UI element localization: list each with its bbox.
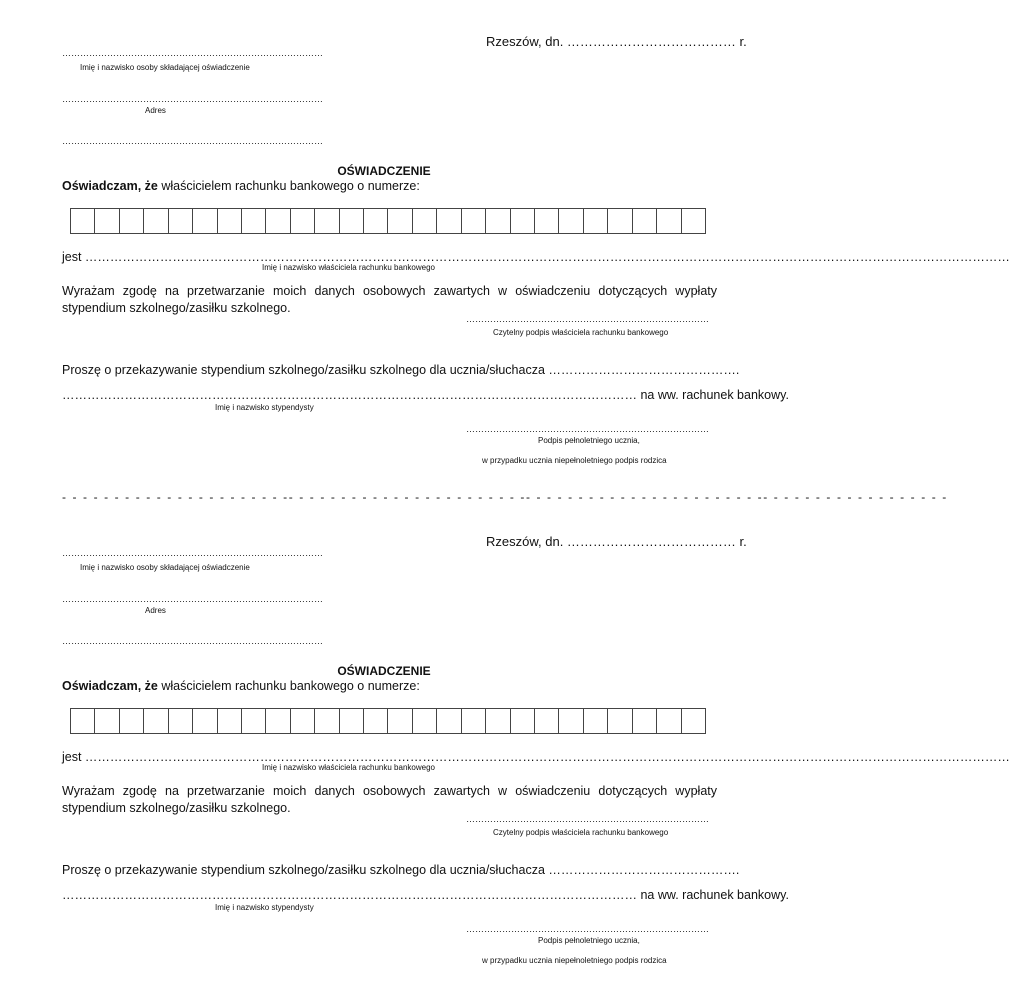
parent-signature-caption: w przypadku ucznia niepełnoletniego podpis rodzica — [482, 456, 667, 465]
request-text[interactable]: Proszę o przekazywanie stypendium szkolnego/zasiłku szkolnego dla ucznia/słuchacza ………………………………………. — [62, 363, 740, 377]
account-digit-cell[interactable] — [315, 709, 339, 733]
account-digit-cell[interactable] — [144, 709, 168, 733]
account-digit-cell[interactable] — [364, 209, 388, 233]
account-digit-cell[interactable] — [71, 209, 95, 233]
recipient-line[interactable]: ………………………………………………………………………………………………………………………… na ww. rachunek bankowy. — [62, 388, 789, 402]
account-digit-cell[interactable] — [193, 209, 217, 233]
account-digit-cell[interactable] — [682, 209, 705, 233]
account-digit-cell[interactable] — [242, 709, 266, 733]
account-digit-cell[interactable] — [462, 209, 486, 233]
owner-signature-caption: Czytelny podpis właściciela rachunku bankowego — [493, 328, 669, 337]
account-digit-cell[interactable] — [266, 709, 290, 733]
address-caption: Adres — [145, 106, 166, 115]
address-line[interactable]: …………………………………………………………………………… — [62, 94, 323, 104]
account-digit-cell[interactable] — [584, 709, 608, 733]
address-line-2[interactable]: …………………………………………………………………………… — [62, 136, 323, 146]
account-digit-cell[interactable] — [95, 209, 119, 233]
intro-bold: Oświadczam, że — [62, 179, 158, 193]
address-line-2[interactable]: …………………………………………………………………………… — [62, 636, 323, 646]
date-line[interactable]: Rzeszów, dn. ………………………………… r. — [486, 34, 747, 49]
address-caption: Adres — [145, 606, 166, 615]
account-digit-cell[interactable] — [486, 709, 510, 733]
account-number-grid[interactable] — [70, 708, 706, 734]
account-digit-cell[interactable] — [511, 709, 535, 733]
recipient-caption: Imię i nazwisko stypendysty — [215, 403, 314, 412]
account-digit-cell[interactable] — [633, 209, 657, 233]
account-digit-cell[interactable] — [291, 709, 315, 733]
declaration-form-2 — [0, 500, 1010, 994]
intro-rest: właścicielem rachunku bankowego o numerze: — [157, 179, 420, 193]
account-digit-cell[interactable] — [218, 209, 242, 233]
account-digit-cell[interactable] — [120, 209, 144, 233]
account-digit-cell[interactable] — [657, 209, 681, 233]
account-digit-cell[interactable] — [193, 709, 217, 733]
declarant-name-caption: Imię i nazwisko osoby składającej oświadczenie — [80, 563, 250, 572]
account-digit-cell[interactable] — [535, 209, 559, 233]
student-signature-caption: Podpis pełnoletniego ucznia, — [538, 936, 640, 945]
declarant-name-line[interactable]: …………………………………………………………………………… — [62, 48, 323, 58]
account-digit-cell[interactable] — [608, 709, 632, 733]
account-digit-cell[interactable] — [169, 209, 193, 233]
owner-signature-caption: Czytelny podpis właściciela rachunku bankowego — [493, 828, 669, 837]
consent-text: Wyrażam zgodę na przetwarzanie moich danych osobowych zawartych w oświadczeniu dotyczących wypłaty stypendium szkolnego/zasiłku szkolnego. — [62, 784, 717, 815]
declarant-name-line[interactable]: …………………………………………………………………………… — [62, 548, 323, 558]
date-line[interactable]: Rzeszów, dn. ………………………………… r. — [486, 534, 747, 549]
account-digit-cell[interactable] — [437, 209, 461, 233]
account-digit-cell[interactable] — [584, 209, 608, 233]
declarant-name-caption: Imię i nazwisko osoby składającej oświadczenie — [80, 63, 250, 72]
account-digit-cell[interactable] — [633, 709, 657, 733]
intro-statement — [62, 179, 420, 193]
account-digit-cell[interactable] — [559, 709, 583, 733]
account-digit-cell[interactable] — [559, 209, 583, 233]
owner-signature-line[interactable]: ……………………………………………………………………… — [466, 814, 709, 824]
recipient-line[interactable]: ………………………………………………………………………………………………………………………… na ww. rachunek bankowy. — [62, 888, 789, 902]
owner-name-caption: Imię i nazwisko właściciela rachunku bankowego — [262, 263, 435, 272]
consent-text: Wyrażam zgodę na przetwarzanie moich danych osobowych zawartych w oświadczeniu dotyczących wypłaty stypendium szkolnego/zasiłku szkolnego. — [62, 284, 717, 315]
request-text[interactable]: Proszę o przekazywanie stypendium szkolnego/zasiłku szkolnego dla ucznia/słuchacza ………………………………………. — [62, 863, 740, 877]
intro-rest: właścicielem rachunku bankowego o numerze: — [157, 679, 420, 693]
account-digit-cell[interactable] — [608, 209, 632, 233]
account-digit-cell[interactable] — [364, 709, 388, 733]
account-digit-cell[interactable] — [340, 209, 364, 233]
address-line[interactable]: …………………………………………………………………………… — [62, 594, 323, 604]
declaration-form-1 — [0, 0, 1010, 494]
owner-name-caption: Imię i nazwisko właściciela rachunku bankowego — [262, 763, 435, 772]
intro-bold: Oświadczam, że — [62, 679, 158, 693]
intro-statement — [62, 679, 420, 693]
account-digit-cell[interactable] — [291, 209, 315, 233]
account-digit-cell[interactable] — [462, 709, 486, 733]
account-digit-cell[interactable] — [315, 209, 339, 233]
account-digit-cell[interactable] — [657, 709, 681, 733]
student-signature-caption: Podpis pełnoletniego ucznia, — [538, 436, 640, 445]
document-title: OŚWIADCZENIE — [337, 664, 431, 678]
parent-signature-caption: w przypadku ucznia niepełnoletniego podpis rodzica — [482, 956, 667, 965]
owner-name-line[interactable]: jest …………………………………………………………………………………………………………………………………………………………………………………………………… — [62, 250, 1010, 264]
account-digit-cell[interactable] — [340, 709, 364, 733]
student-signature-line[interactable]: ……………………………………………………………………… — [466, 924, 709, 934]
account-digit-cell[interactable] — [71, 709, 95, 733]
document-title: OŚWIADCZENIE — [337, 164, 431, 178]
account-digit-cell[interactable] — [388, 709, 412, 733]
account-number-grid[interactable] — [70, 208, 706, 234]
account-digit-cell[interactable] — [144, 209, 168, 233]
account-digit-cell[interactable] — [486, 209, 510, 233]
account-digit-cell[interactable] — [388, 209, 412, 233]
cut-line: - - - - - - - - - - - - - - - - - - - - - -- - - - - - - - - - - - - - - - - - - - - - -- - - - - - - - - - - - - - - - - - - - - - -- - - - - - - - - - - - - - - - - - — [62, 490, 948, 504]
account-digit-cell[interactable] — [535, 709, 559, 733]
student-signature-line[interactable]: ……………………………………………………………………… — [466, 424, 709, 434]
recipient-caption: Imię i nazwisko stypendysty — [215, 903, 314, 912]
account-digit-cell[interactable] — [95, 709, 119, 733]
account-digit-cell[interactable] — [120, 709, 144, 733]
account-digit-cell[interactable] — [413, 209, 437, 233]
account-digit-cell[interactable] — [266, 209, 290, 233]
account-digit-cell[interactable] — [169, 709, 193, 733]
account-digit-cell[interactable] — [437, 709, 461, 733]
owner-signature-line[interactable]: ……………………………………………………………………… — [466, 314, 709, 324]
account-digit-cell[interactable] — [413, 709, 437, 733]
account-digit-cell[interactable] — [242, 209, 266, 233]
owner-name-line[interactable]: jest …………………………………………………………………………………………………………………………………………………………………………………………………… — [62, 750, 1010, 764]
account-digit-cell[interactable] — [682, 709, 705, 733]
account-digit-cell[interactable] — [218, 709, 242, 733]
account-digit-cell[interactable] — [511, 209, 535, 233]
